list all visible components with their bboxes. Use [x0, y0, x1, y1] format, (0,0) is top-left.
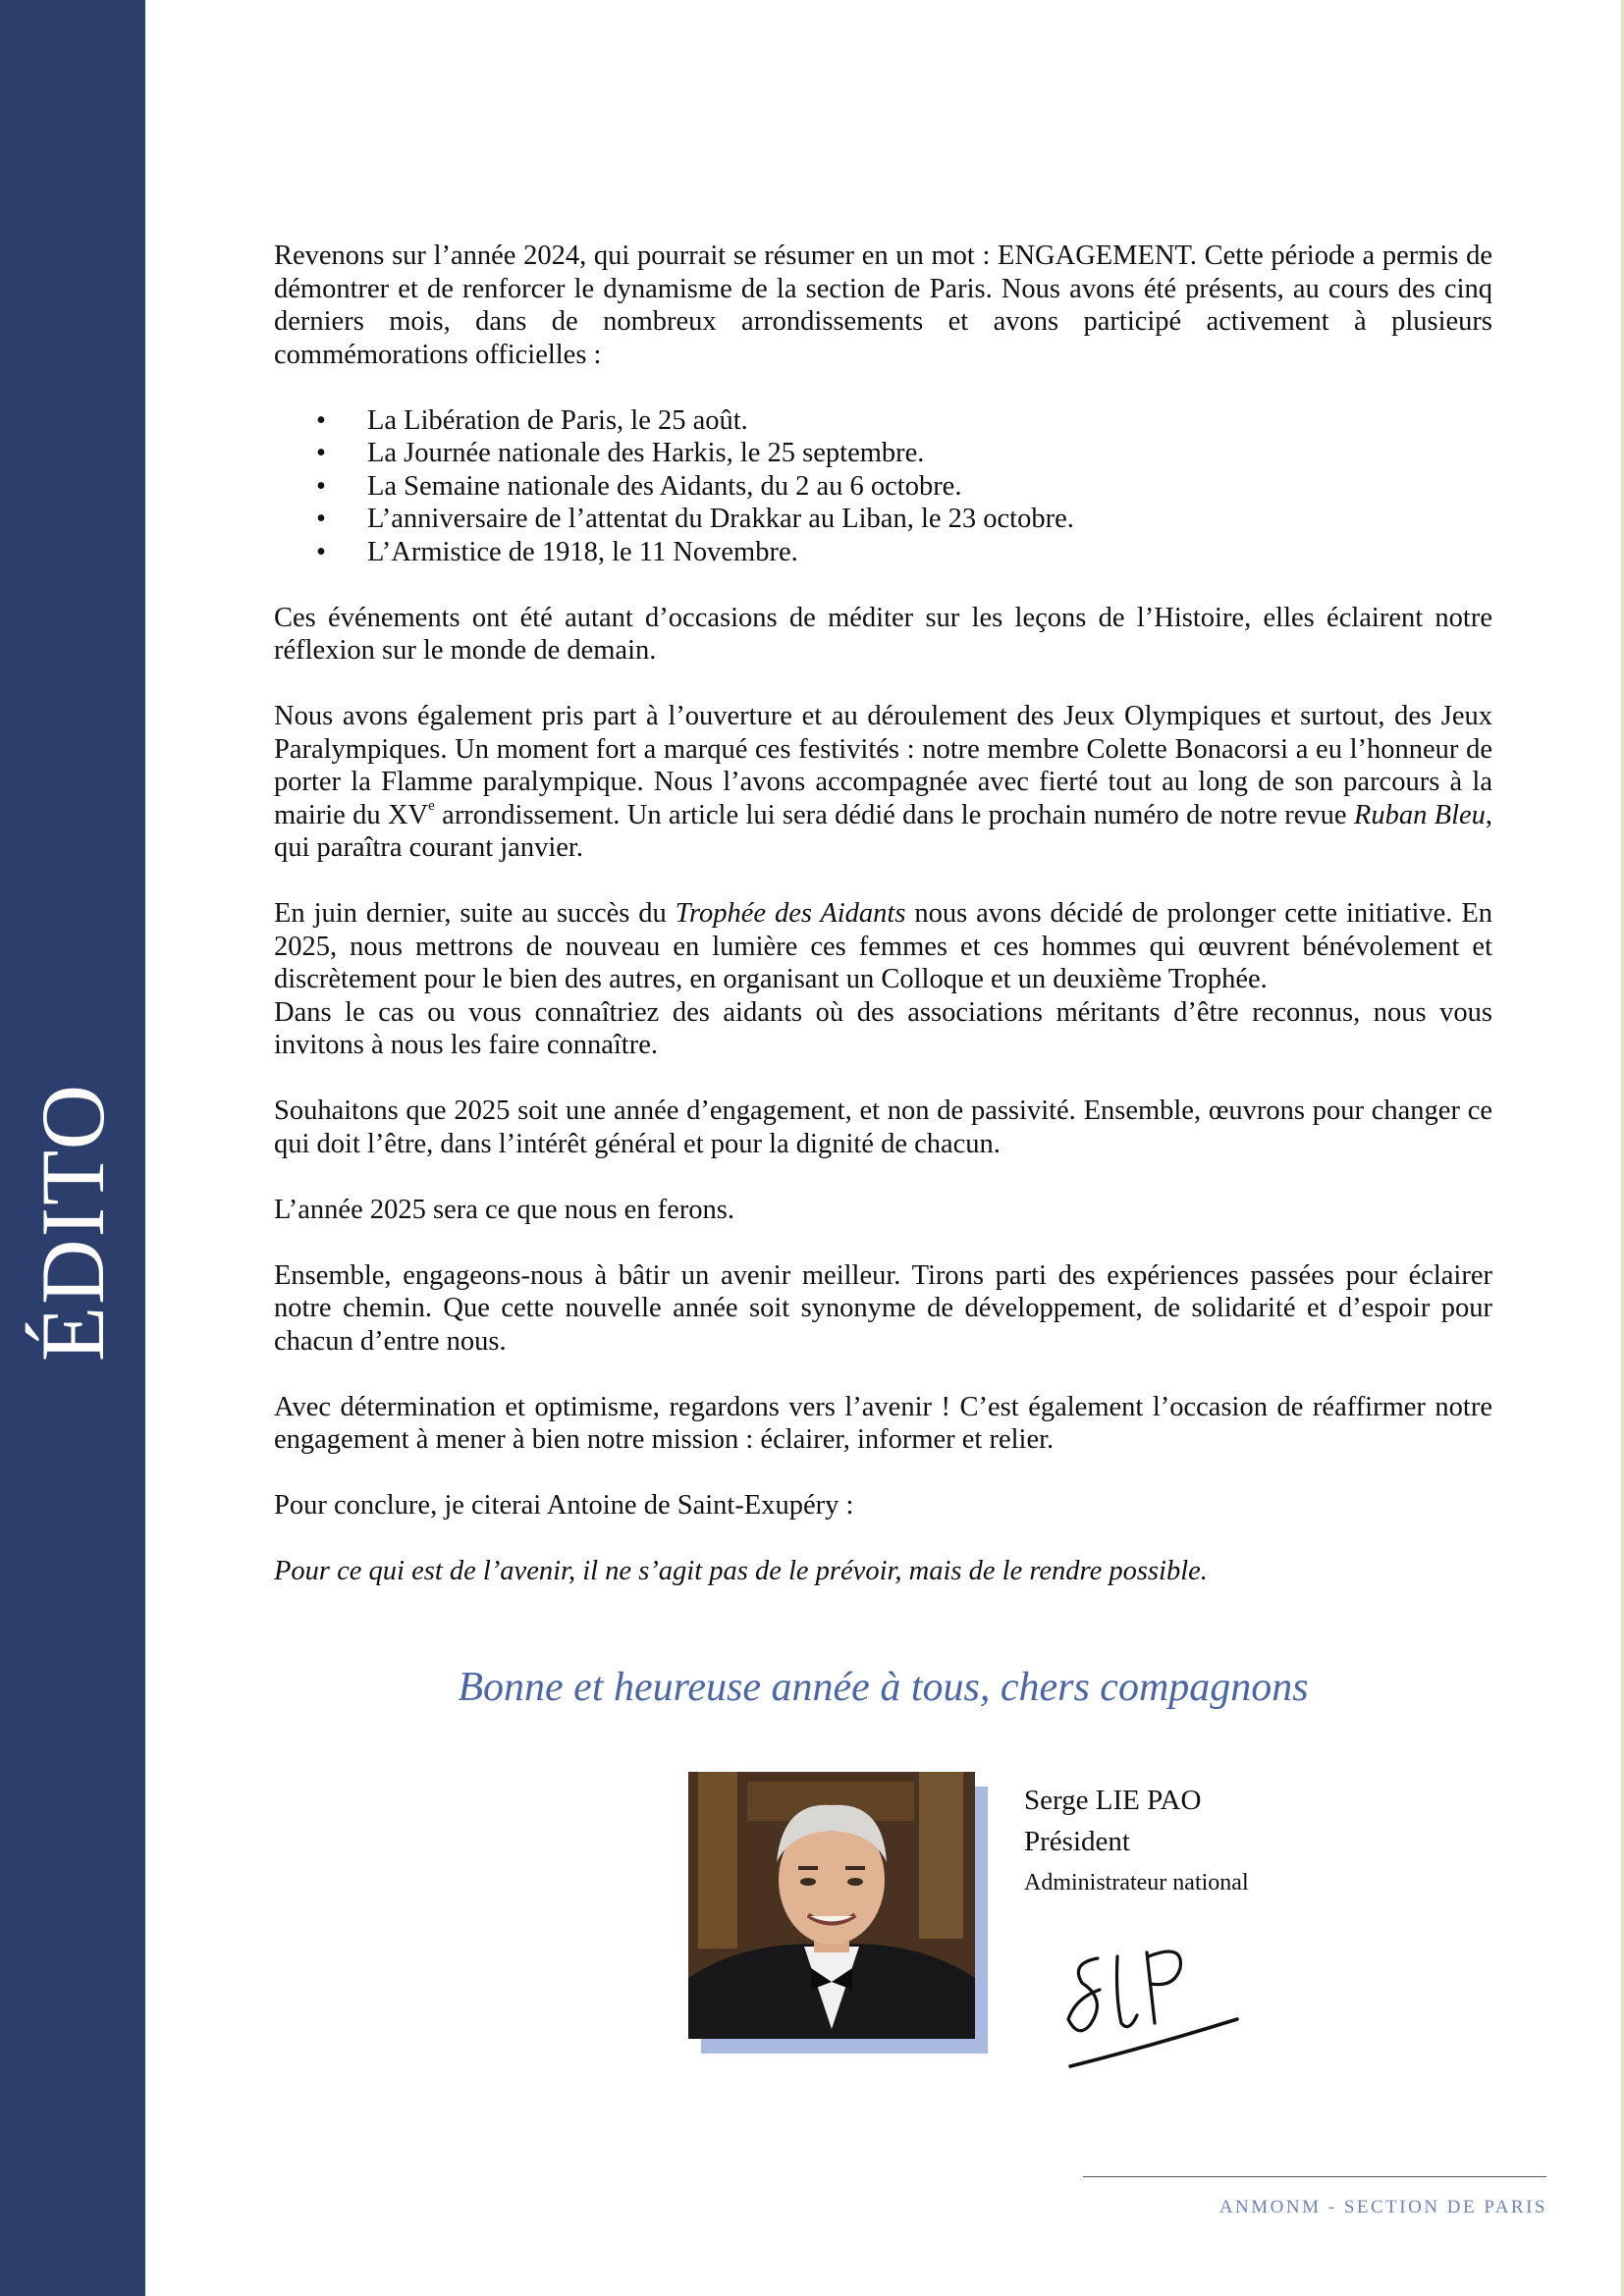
paragraph-trophy: En juin dernier, suite au succès du Trophée des Aidants nous avons décidé de prolonger cette initiative. En 2025, nous mettrons de nouveau en lumière ces femmes et ces hommes qui œuvrent bénévolement et discrètement pour le bien des autres, en organisant un Colloque et un deuxième Trophée. — [274, 898, 1492, 994]
paragraph-conclusion: Pour conclure, je citerai Antoine de Saint-Exupéry : — [274, 1490, 854, 1521]
bullet-icon: • — [316, 504, 326, 534]
edito-sidebar — [0, 0, 145, 2296]
list-item: • La Journée nationale des Harkis, le 25 septembre. — [316, 438, 925, 468]
paragraph-2025: L’année 2025 sera ce que nous en ferons. — [274, 1194, 735, 1225]
bullet-icon: • — [316, 404, 326, 436]
paragraph-together: Ensemble, engageons-nous à bâtir un avenir meilleur. Tirons parti des expériences passées pour éclairer notre chemin. Que cette nouvelle année soit synonyme de développement, de solidarité et d’espoir pour chacun d’entre nous. — [274, 1259, 1492, 1357]
signatory-name: Serge LIE PAO — [1024, 1785, 1202, 1816]
paragraph-determination: Avec détermination et optimisme, regardons vers l’avenir ! C’est également l’occasion de réaffirmer notre engagement à mener à bien notre mission : éclairer, informer et relier. — [274, 1391, 1492, 1455]
paragraph-intro: Revenons sur l’année 2024, qui pourrait se résumer en un mot : ENGAGEMENT. Cette période a permis de démontrer et de renforcer le dynamisme de la section de Paris. Nous avons été présents, au cours des cinq derniers mois, dans de nombreux arrondissements et avons participé activement à plusieurs commémorations officielles : — [274, 240, 1492, 370]
paragraph-olympics: Nous avons également pris part à l’ouverture et au déroulement des Jeux Olympiques et surtout, des Jeux Paralympiques. Un moment fort a marqué ces festivités : notre membre Colette Bonacorsi a eu l’honneur de porter la Flamme paralympique. Nous l’avons accompagnée avec fierté tout au long de son parcours à la mairie du XVe arrondissement. Un article lui sera dédié dans le prochain numéro de notre revue Ruban Bleu, qui paraîtra courant janvier. — [274, 701, 1493, 863]
paragraph-wish-2025: Souhaitons que 2025 soit une année d’engagement, et non de passivité. Ensemble, œuvrons pour changer ce qui doit l’être, dans l’intérêt général et pour la dignité de chacun. — [274, 1095, 1492, 1159]
bullet-icon: • — [316, 470, 326, 502]
signatory-role-national: Administrateur national — [1024, 1870, 1249, 1896]
new-year-wishes: Bonne et heureuse année à tous, chers compagnons — [458, 1665, 1309, 1710]
signatory-role: Président — [1024, 1826, 1130, 1857]
handwritten-signature — [1060, 1939, 1257, 2081]
footer-divider — [1083, 2176, 1546, 2177]
edito-title: ÉDITO — [23, 1082, 123, 1362]
list-item: • L’Armistice de 1918, le 11 Novembre. — [316, 536, 798, 567]
edito-body — [274, 240, 1492, 1621]
footer-section-name: ANMONM - SECTION DE PARIS — [1218, 2197, 1547, 2217]
list-item: • La Semaine nationale des Aidants, du 2 au 6 octobre. — [316, 470, 962, 502]
bullet-icon: • — [316, 438, 326, 468]
list-item: • L’anniversaire de l’attentat du Drakkar au Liban, le 23 octobre. — [316, 504, 1074, 534]
quote-saint-exupery: Pour ce qui est de l’avenir, il ne s’agit pas de le prévoir, mais de le rendre possible. — [274, 1556, 1208, 1586]
commemorations-list — [274, 404, 1492, 569]
president-photo — [688, 1772, 975, 2039]
paragraph-events: Ces événements ont été autant d’occasions de méditer sur les leçons de l’Histoire, elles éclairent notre réflexion sur le monde de demain. — [274, 602, 1492, 666]
paragraph-caregivers: Dans le cas ou vous connaîtriez des aidants où des associations méritants d’être reconnus, nous vous invitons à nous les faire connaître. — [274, 996, 1492, 1060]
bullet-icon: • — [316, 536, 326, 567]
list-item: • La Libération de Paris, le 25 août. — [316, 404, 748, 436]
